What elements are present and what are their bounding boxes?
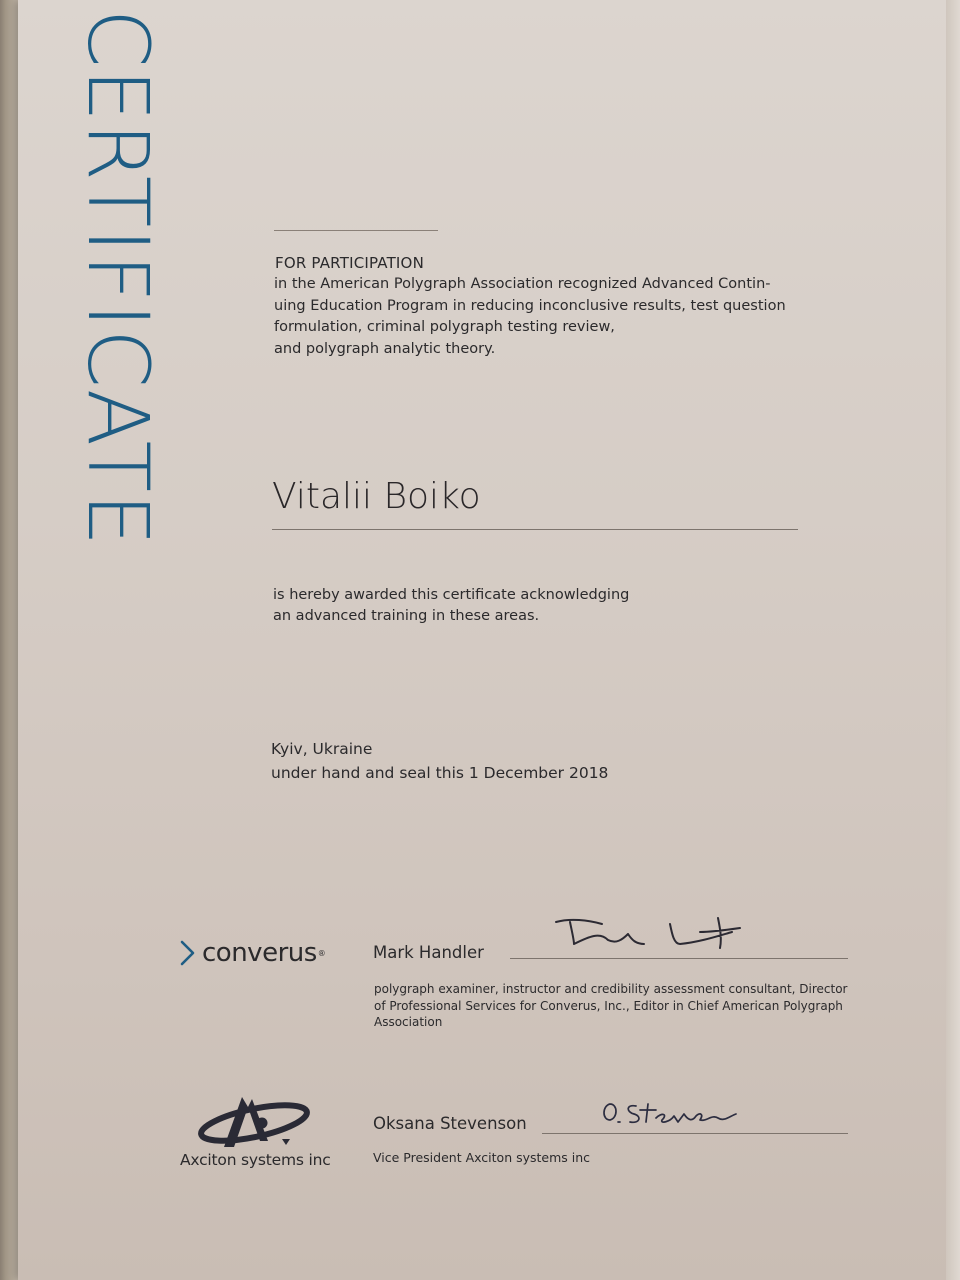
stevenson-signature-line — [542, 1133, 848, 1134]
top-divider — [274, 230, 438, 231]
handler-signature-line — [510, 958, 848, 959]
signatory-title-line: of Professional Services for Converus, Inc., Editor in Chief American Polygraph — [374, 998, 843, 1013]
signatory-name-handler: Mark Handler — [373, 943, 484, 962]
chevron-right-icon — [178, 938, 198, 968]
certificate-title: CERTIFICATE — [69, 8, 167, 548]
registered-mark: ® — [317, 948, 326, 958]
axciton-orbit-icon — [194, 1093, 312, 1151]
participation-description — [274, 274, 794, 360]
converus-logo — [178, 938, 325, 968]
axciton-wordmark: Axciton systems inc — [180, 1151, 331, 1169]
participation-line: and polygraph analytic theory. — [274, 340, 496, 357]
signatory-title-handler — [374, 981, 854, 1031]
signatory-title-line: polygraph examiner, instructor and credibility assessment consultant, Director — [374, 982, 848, 996]
handler-signature — [550, 910, 750, 958]
participation-line: formulation, criminal polygraph testing review, — [274, 319, 615, 335]
signatory-name-stevenson: Oksana Stevenson — [373, 1114, 527, 1133]
recipient-name: Vitalii Boiko — [272, 476, 481, 517]
date-line: under hand and seal this 1 December 2018 — [271, 764, 609, 782]
award-line: an advanced training in these areas. — [273, 608, 540, 624]
paper-edge — [946, 0, 960, 1280]
participation-line: in the American Polygraph Association recognized Advanced Contin- — [274, 276, 771, 292]
converus-wordmark: converus — [202, 938, 317, 968]
signatory-title-line: Association — [374, 1015, 443, 1029]
stevenson-signature — [596, 1096, 746, 1130]
axciton-logo — [180, 1093, 331, 1173]
award-statement — [273, 585, 629, 627]
recipient-name-underline — [272, 529, 798, 530]
participation-heading: FOR PARTICIPATION — [275, 254, 424, 272]
award-line: is hereby awarded this certificate acknowledging — [273, 587, 630, 603]
participation-line: uing Education Program in reducing inconclusive results, test question — [274, 297, 786, 314]
place-and-date — [271, 737, 608, 785]
signatory-title-stevenson: Vice President Axciton systems inc — [373, 1150, 591, 1165]
place: Kyiv, Ukraine — [271, 740, 373, 758]
